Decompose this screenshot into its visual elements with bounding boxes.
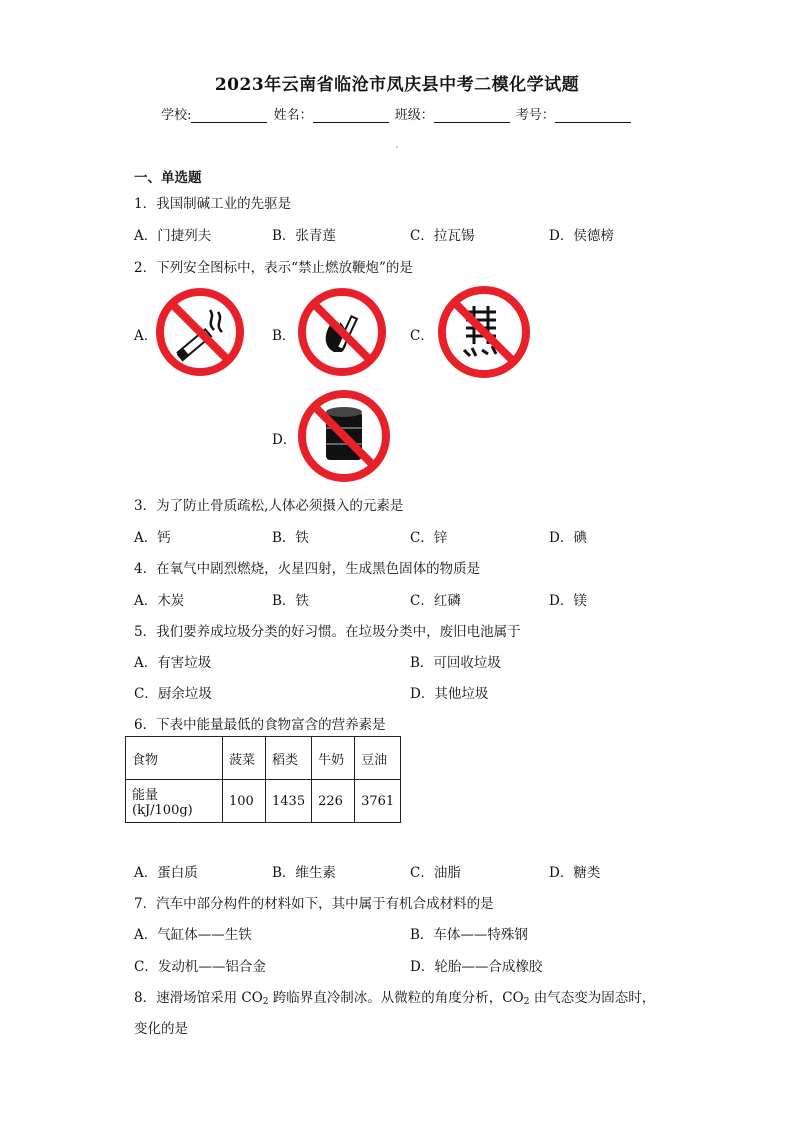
question-8-stem — [134, 986, 655, 1007]
q8-text-a: 8．速滑场馆采用 CO — [134, 990, 263, 1006]
question-3-stem: 3．为了防止骨质疏松,人体必须摄入的元素是 — [134, 498, 404, 514]
table-row — [126, 780, 401, 823]
section-heading: 一、单选题 — [134, 170, 202, 186]
question-4-stem: 4．在氧气中剧烈燃烧，火星四射，生成黑色固体的物质是 — [134, 561, 481, 577]
q3-option-a: A．钙 — [134, 530, 171, 546]
question-2-stem: 2．下列安全图标中，表示“禁止燃放鞭炮”的是 — [134, 260, 413, 276]
table-cell: 菠菜 — [223, 737, 266, 780]
q6-option-a: A．蛋白质 — [134, 865, 198, 881]
q2-option-c: C． — [410, 328, 434, 344]
center-dot — [396, 146, 398, 148]
name-label: 姓名： — [273, 108, 313, 123]
q1-option-c: C．拉瓦锡 — [410, 228, 475, 244]
q3-option-c: C．锌 — [410, 530, 448, 546]
question-8-stem-line-2: 变化的是 — [134, 1021, 188, 1037]
q1-option-a: A．门捷列夫 — [134, 228, 212, 244]
table-cell: 能量(kJ/100g) — [126, 780, 223, 823]
q5-option-b: B．可回收垃圾 — [410, 655, 501, 671]
table-cell: 100 — [223, 780, 266, 823]
q7-option-b: B．车体——特殊钢 — [410, 927, 528, 943]
q2-option-a: A． — [134, 328, 158, 344]
school-label: 学校: — [161, 108, 192, 123]
q4-option-a: A．木炭 — [134, 593, 185, 609]
q7-option-d: D．轮胎——合成橡胶 — [410, 959, 543, 975]
table-cell: 3761 — [355, 780, 401, 823]
exam-title: 2023年云南省临沧市凤庆县中考二模化学试题 — [214, 75, 580, 95]
q4-option-c: C．红磷 — [410, 593, 461, 609]
q2-option-d: D． — [272, 432, 297, 448]
question-1-stem: 1．我国制碱工业的先驱是 — [134, 196, 292, 212]
q8-subscript: 2 — [262, 997, 269, 1007]
table-cell: 226 — [312, 780, 355, 823]
q7-option-a: A．气缸体——生铁 — [134, 927, 252, 943]
q2-option-b: B． — [272, 328, 296, 344]
no-open-flame-sign-icon — [296, 286, 388, 378]
table-cell: 食物 — [126, 737, 223, 780]
no-smoking-sign-icon — [154, 286, 246, 378]
q8-text-c: 由气态变为固态时， — [529, 990, 656, 1006]
question-6-stem: 6．下表中能量最低的食物富含的营养素是 — [134, 717, 386, 733]
q8-text-b: 跨临界直冷制冰。从微粒的角度分析，CO — [268, 990, 524, 1006]
question-5-stem: 5．我们要养成垃圾分类的好习惯。在垃圾分类中，废旧电池属于 — [134, 624, 521, 640]
q5-option-c: C．厨余垃圾 — [134, 686, 212, 702]
exam-number-blank — [555, 108, 631, 123]
q7-option-c: C．发动机——铝合金 — [134, 959, 266, 975]
q8-subscript: 2 — [523, 997, 530, 1007]
no-oil-barrel-sign-icon — [296, 388, 392, 484]
q5-option-a: A．有害垃圾 — [134, 655, 212, 671]
no-firecrackers-sign-icon — [436, 284, 532, 380]
q3-option-b: B．铁 — [272, 530, 309, 546]
q6-option-c: C．油脂 — [410, 865, 461, 881]
class-blank — [434, 108, 510, 123]
table-cell: 牛奶 — [312, 737, 355, 780]
table-cell: 豆油 — [355, 737, 401, 780]
student-info-line — [0, 104, 794, 123]
table-row — [126, 737, 401, 780]
q3-option-d: D．碘 — [549, 530, 587, 546]
food-energy-table — [125, 736, 401, 823]
table-cell: 稻类 — [266, 737, 312, 780]
name-blank — [313, 108, 389, 123]
table-cell: 1435 — [266, 780, 312, 823]
school-blank — [191, 108, 267, 123]
q1-option-b: B．张青莲 — [272, 228, 336, 244]
question-7-stem: 7．汽车中部分构件的材料如下，其中属于有机合成材料的是 — [134, 896, 494, 912]
class-label: 班级： — [394, 108, 434, 123]
q4-option-b: B．铁 — [272, 593, 309, 609]
q6-option-d: D．糖类 — [549, 865, 601, 881]
q4-option-d: D．镁 — [549, 593, 587, 609]
q1-option-d: D．侯德榜 — [549, 228, 614, 244]
q6-option-b: B．维生素 — [272, 865, 336, 881]
q5-option-d: D．其他垃圾 — [410, 686, 489, 702]
exam-number-label: 考号： — [515, 108, 555, 123]
